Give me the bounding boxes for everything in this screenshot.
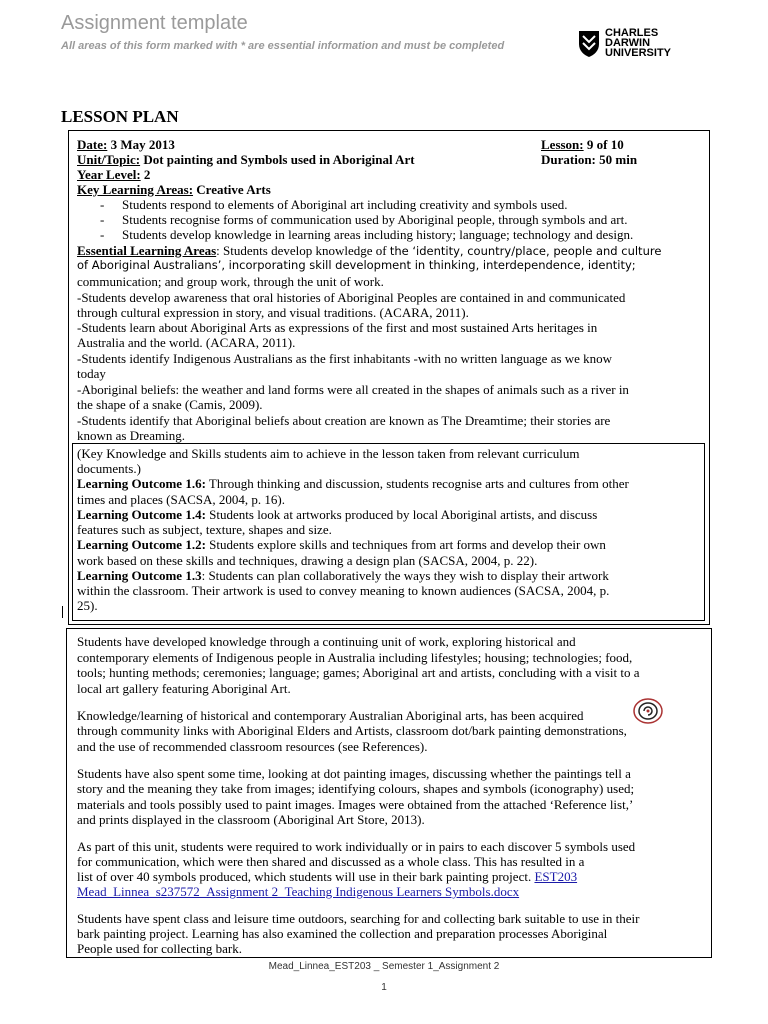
prior-p2-line: Knowledge/learning of historical and contemporary Australian Aboriginal arts, has been acquired [77,708,584,723]
prior-p1-line: contemporary elements of Indigenous people in Australia including lifestyles; housing; technologies; food, [77,650,633,665]
ela-line: -Students identify that Aboriginal beliefs about creation are known as The Dreamtime; their stories are [77,413,611,428]
outcome-text-line: features such as subject, texture, shapes and size. [77,522,332,537]
ela-line: through cultural expression in story, and visual traditions. (ACARA, 2011). [77,305,469,320]
lesson-label: Lesson: [541,137,584,152]
prior-p3-line: story and the meaning they take from images; identifying colours, shapes and symbols (iconography) used; [77,781,635,796]
outcomes-intro-line: documents.) [77,461,141,476]
kla-label: Key Learning Areas: [77,182,194,197]
outcome-1-3 [77,568,609,583]
kla-bullet-dash: - [100,212,105,227]
ela-line: known as Dreaming. [77,428,185,443]
unit-line [77,152,415,167]
outcome-text-line: 25). [77,598,98,613]
outcome-text: : Students can plan collaboratively the ways they wish to display their artwork [201,568,609,583]
outcome-label: Learning Outcome 1.4: [77,507,206,522]
logo-line-2: DARWIN [605,37,651,49]
year-label: Year Level: [77,167,141,182]
university-logo [578,28,698,64]
symbols-doc-link[interactable]: Mead_Linnea_s237572_Assignment 2_Teaching Indigenous Learners Symbols.docx [77,884,520,899]
prior-p5-line: Students have spent class and leisure time outdoors, searching for and collecting bark suitable to use in their [77,911,640,926]
year-value: 2 [140,167,151,182]
prior-p4-line-with-link [77,869,577,884]
outcome-text-line: times and places (SACSA, 2004, p. 16). [77,492,285,507]
outcome-text: Students look at artworks produced by local Aboriginal artists, and discuss [205,507,598,522]
unit-value: Dot painting and Symbols used in Aboriginal Art [140,152,415,167]
document-title: Assignment template [61,12,248,34]
margin-mark [62,606,63,618]
ela-line: -Aboriginal beliefs: the weather and land forms were all created in the shapes of animals such as a river in [77,382,629,397]
lesson-line [541,137,624,152]
date-line [77,137,175,152]
outcome-label: Learning Outcome 1.3 [77,568,202,583]
ela-line: today [77,366,106,381]
prior-p5-line: People used for collecting bark. [77,941,242,956]
outcome-text-line: within the classroom. Their artwork is used to convey meaning to known audiences (SACSA, 2004, p. [77,583,610,598]
duration-line [541,152,637,167]
kla-bullet-dash: - [100,227,105,242]
ela-line: -Students develop awareness that oral histories of Aboriginal Peoples are contained in and communicated [77,290,626,305]
kla-value: Creative Arts [193,182,271,197]
prior-p2-line: and the use of recommended classroom resources (see References). [77,739,428,754]
page-number: 1 [381,982,387,993]
lesson-value: 9 of 10 [583,137,624,152]
lesson-plan-heading: LESSON PLAN [61,107,179,126]
date-value: 3 May 2013 [107,137,175,152]
ela-line: -Students learn about Aboriginal Arts as expressions of the first and most sustained Arts heritages in [77,320,598,335]
ela-line-1 [77,243,661,259]
outcome-text: Students explore skills and techniques from art forms and develop their own [205,537,606,552]
document-subtitle: All areas of this form marked with * are essential information and must be completed [61,40,505,52]
prior-p3-line: and prints displayed in the classroom (Aboriginal Art Store, 2013). [77,812,425,827]
ela-line: -Students identify Indigenous Australians as the first inhabitants -with no written language as we know [77,351,613,366]
spiral-stamp-icon [632,697,664,730]
prior-p1-line: tools; hunting methods; ceremonies; language; games; Aboriginal art and artists, concluding with a visit to a [77,665,640,680]
prior-p4-line: As part of this unit, students were required to work individually or in pairs to each discover 5 symbols used [77,839,636,854]
prior-p1-line: Students have developed knowledge through a continuing unit of work, exploring historical and [77,634,576,649]
kla-bullet-dash: - [100,197,105,212]
outcome-label: Learning Outcome 1.6: [77,476,206,491]
prior-p1-line: local art gallery featuring Aboriginal Art. [77,681,291,696]
kla-line [77,182,271,197]
ela-line: the shape of a snake (Camis, 2009). [77,397,263,412]
symbols-doc-link[interactable]: EST203 [534,869,578,884]
kla-bullet: Students develop knowledge in learning areas including history; language; technology and design. [122,227,634,242]
prior-p3-line: Students have also spent some time, looking at dot painting images, discussing whether the paintings tell a [77,766,631,781]
logo-line-1: CHARLES [605,27,659,39]
year-line [77,167,150,182]
ela-label: Essential Learning Areas [77,243,217,258]
duration-value: 50 min [595,152,638,167]
prior-p2-line: through community links with Aboriginal Elders and Artists, classroom dot/bark painting demonstrations, [77,723,627,738]
crest-icon [578,30,600,58]
prior-p3-line: materials and tools possibly used to paint images. Images were obtained from the attached ‘Reference list,’ [77,797,634,812]
duration-label: Duration: [541,152,596,167]
outcome-1-6 [77,476,629,491]
outcome-text: Through thinking and discussion, students recognise arts and cultures from other [205,476,629,491]
outcomes-intro-line: (Key Knowledge and Skills students aim to achieve in the lesson taken from relevant curriculum [77,446,580,461]
outcome-1-4 [77,507,597,522]
ela-line: communication; and group work, through the unit of work. [77,274,384,289]
outcome-text-line: work based on these skills and techniques, drawing a design plan (SACSA, 2004, p. 22). [77,553,538,568]
ela-line-2: of Aboriginal Australians’, incorporating skill development in thinking, interdependence, identity; [77,258,636,272]
kla-bullet: Students recognise forms of communication used by Aboriginal people, through symbols and art. [122,212,628,227]
running-footer: Mead_Linnea_EST203 _ Semester 1_Assignment 2 [268,961,500,972]
logo-line-3: UNIVERSITY [605,47,672,59]
ela-quote: the ‘identity, country/place, people and culture [389,244,662,258]
date-label: Date: [77,137,108,152]
outcome-label: Learning Outcome 1.2: [77,537,206,552]
prior-p4-text: list of over 40 symbols produced, which students will use in their bark painting project. [77,869,535,884]
unit-label: Unit/Topic: [77,152,141,167]
ela-text: : Students develop knowledge of [216,243,390,258]
kla-bullet: Students respond to elements of Aboriginal art including creativity and symbols used. [122,197,568,212]
outcome-1-2 [77,537,606,552]
prior-p4-line: for communication, which were then shared and discussed as a whole class. This has resulted in a [77,854,585,869]
prior-p5-line: bark painting project. Learning has also examined the collection and preparation processes Aboriginal [77,926,608,941]
ela-line: Australia and the world. (ACARA, 2011). [77,335,296,350]
